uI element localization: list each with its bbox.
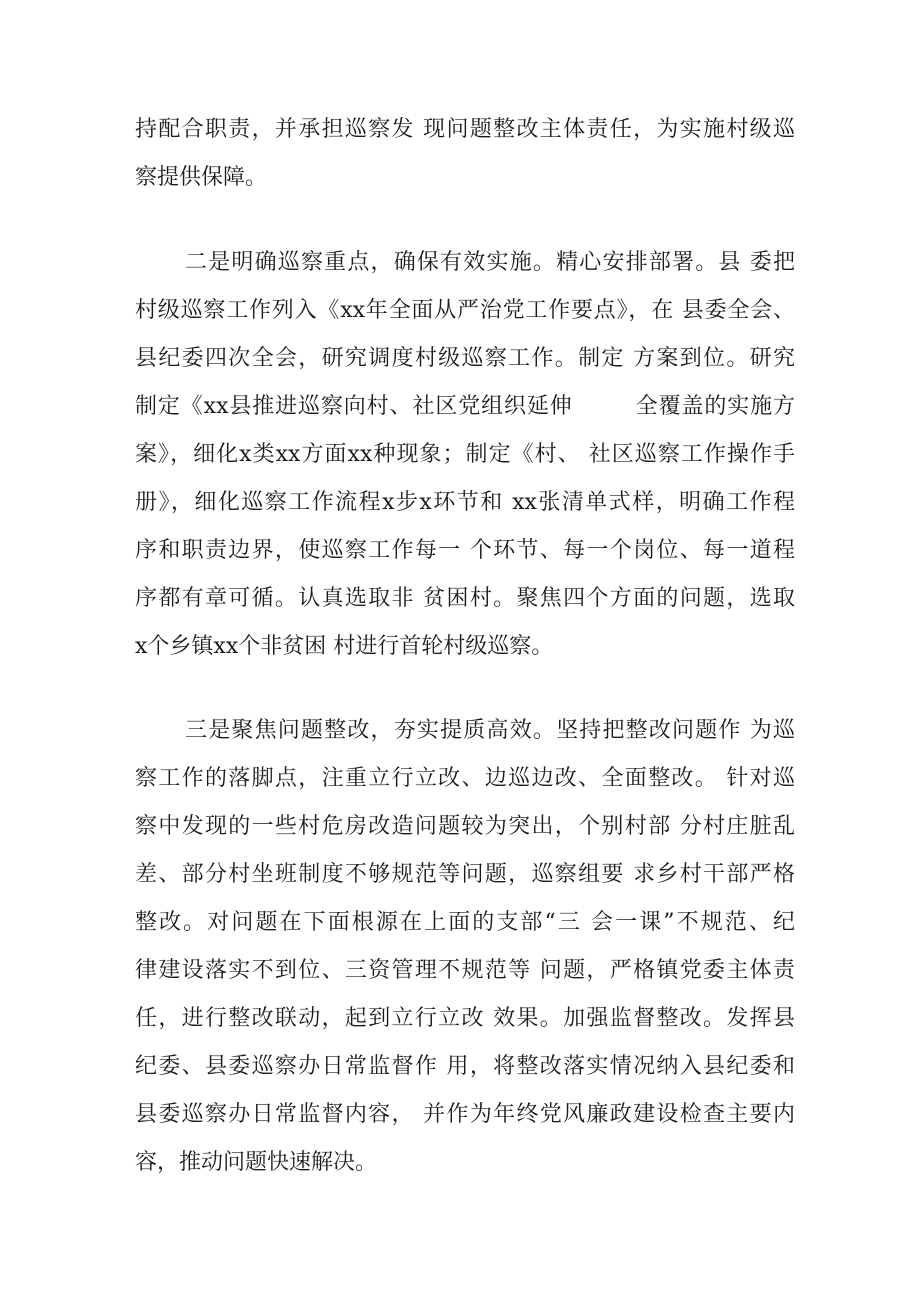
paragraph-2-line-9: x个乡镇xx个非贫困 村进行首轮村级巡察。 <box>135 634 554 659</box>
paragraph-2-line-8: 序都有章可循。认真选取非 贫困村。聚焦四个方面的问题，选取 <box>135 586 795 611</box>
paragraph-2-line-1: 二是明确巡察重点，确保有效实施。精心安排部署。县 委把 <box>185 250 795 275</box>
paragraph-3-line-6: 律建设落实不到位、三资管理不规范等 问题，严格镇党委主体责 <box>135 958 795 983</box>
paragraph-2-line-4: 制定《xx县推进巡察向村、社区党组织延伸 全覆盖的实施方 <box>135 394 795 419</box>
paragraph-3-line-5: 整改。对问题在下面根源在上面的支部“三 会一课”不规范、纪 <box>135 910 795 935</box>
paragraph-2-line-7: 序和职责边界，使巡察工作每一 个环节、每一个岗位、每一道程 <box>135 538 795 563</box>
paragraph-2-line-6: 册》，细化巡察工作流程x步x环节和 xx张清单式样，明确工作程 <box>135 490 795 515</box>
paragraph-3-line-10: 容，推动问题快速解决。 <box>135 1150 378 1175</box>
paragraph-3-line-8: 纪委、县委巡察办日常监督作 用，将整改落实情况纳入县纪委和 <box>135 1054 795 1079</box>
paragraph-3-line-7: 任，进行整改联动，起到立行立改 效果。加强监督整改。发挥县 <box>135 1006 795 1031</box>
paragraph-2-line-5: 案》，细化x类xx方面xx种现象；制定《村、 社区巡察工作操作手 <box>135 442 795 467</box>
paragraph-3-line-3: 察中发现的一些村危房改造问题较为突出，个别村部 分村庄脏乱 <box>135 814 795 839</box>
paragraph-2-line-3: 县纪委四次全会，研究调度村级巡察工作。制定 方案到位。研究 <box>135 346 795 371</box>
paragraph-1-line-1: 持配合职责，并承担巡察发 现问题整改主体责任，为实施村级巡 <box>135 117 795 142</box>
paragraph-3-line-9: 县委巡察办日常监督内容， 并作为年终党风廉政建设检查主要内 <box>135 1102 795 1127</box>
paragraph-3-line-4: 差、部分村坐班制度不够规范等问题，巡察组要 求乡村干部严格 <box>135 862 795 887</box>
paragraph-3-line-1: 三是聚焦问题整改，夯实提质高效。坚持把整改问题作 为巡 <box>185 718 795 743</box>
paragraph-2-line-2: 村级巡察工作列入《xx年全面从严治党工作要点》，在 县委全会、 <box>135 298 795 323</box>
paragraph-3-line-2: 察工作的落脚点，注重立行立改、边巡边改、全面整改。 针对巡 <box>135 766 795 791</box>
paragraph-1-line-2: 察提供保障。 <box>135 165 268 190</box>
